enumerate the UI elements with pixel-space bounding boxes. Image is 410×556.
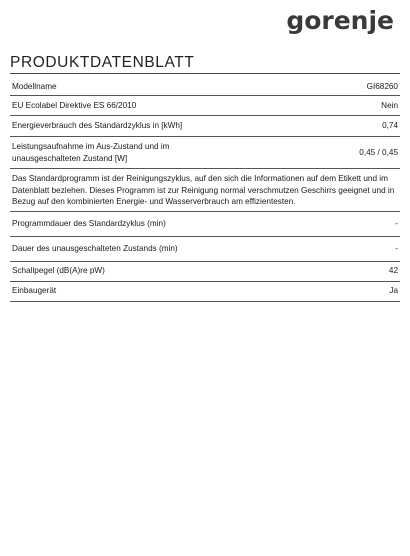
row-label: Programmdauer des Standardzyklus (min) [12, 218, 166, 228]
row-label: Schallpegel (dB(A)re pW) [12, 266, 105, 276]
row-label: Modellname [12, 81, 57, 91]
table-row-model [10, 78, 400, 96]
brand-logo: gorenje [286, 6, 394, 35]
title-divider [10, 73, 400, 74]
table-row-built-in [10, 282, 400, 302]
table-row-energy [10, 116, 400, 137]
row-label-line1: Leistungsaufnahme im Aus-Zustand und im [12, 142, 170, 151]
table-row-left-on-duration [10, 237, 400, 262]
row-value: 42 [388, 266, 398, 276]
row-value: 0,45 / 0,45 [359, 147, 398, 157]
row-value: GI68260 [366, 81, 398, 91]
row-value: Ja [389, 286, 398, 296]
table-row-power [10, 137, 400, 169]
product-data-table [10, 78, 400, 302]
row-label: EU Ecolabel Direktive ES 66/2010 [12, 100, 137, 110]
row-value: - [395, 218, 398, 228]
row-value: - [395, 243, 398, 253]
row-label-line2: unausgeschalteten Zustand [W] [12, 153, 128, 163]
table-row-ecolabel [10, 96, 400, 116]
table-row-noise [10, 262, 400, 282]
row-value: 0,74 [382, 121, 398, 131]
row-label [12, 141, 351, 164]
table-row-program-duration [10, 212, 400, 237]
row-label: Einbaugerät [12, 286, 57, 296]
row-value: Nein [381, 100, 398, 110]
row-label: Dauer des unausgeschalteten Zustands (min) [12, 243, 178, 253]
standard-program-note: Das Standardprogramm ist der Reinigungszyklus, auf den sich die Informationen auf dem Etikett und im Datenblatt beziehen. Dieses Programm ist zur Reinigung normal verschmutzen Geschirrs geeignet und in Bezug auf den kombinierten Energie- und Wasserverbrauch am effizientesten. [10, 169, 400, 212]
row-label: Energieverbrauch des Standardzyklus in [kWh] [12, 121, 183, 131]
page-title: PRODUKTDATENBLATT [10, 54, 195, 71]
